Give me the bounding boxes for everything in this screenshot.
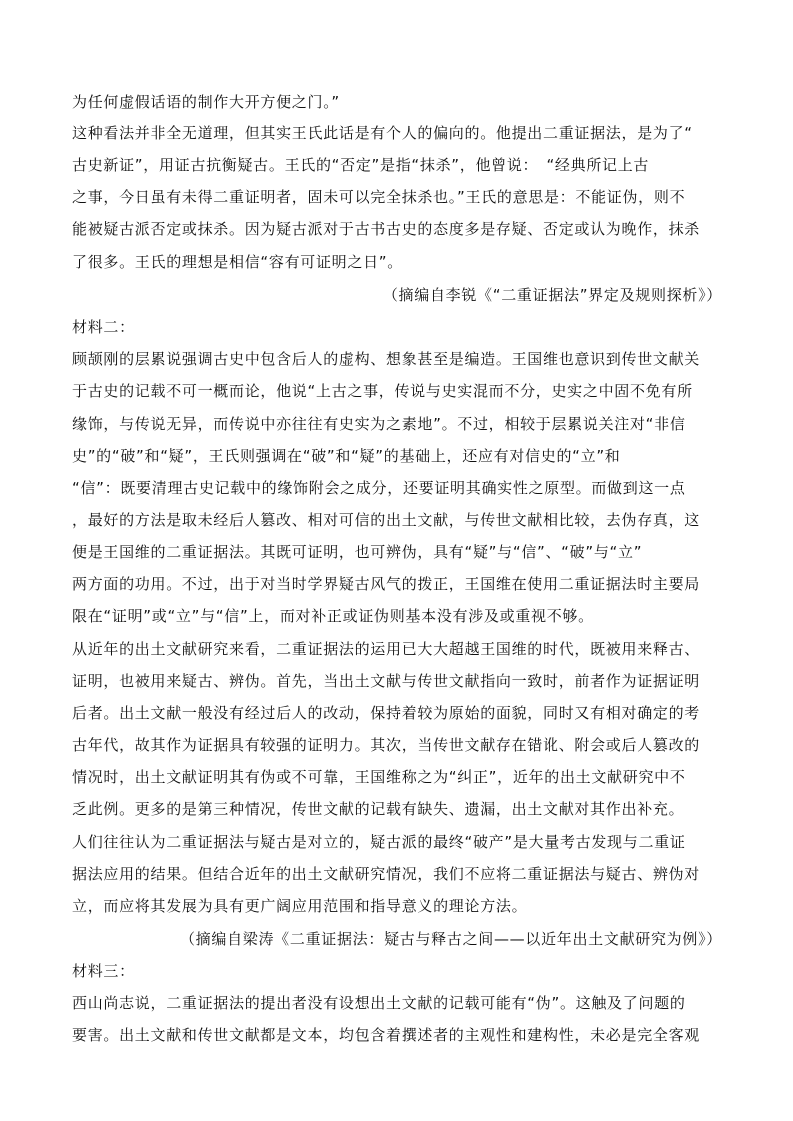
text-line: 能被疑古派否定或抹杀。因为疑古派对于古书古史的态度多是存疑、否定或认为晚作，抹杀 [72,220,701,238]
text-line: 据法应用的结果。但结合近年的出土文献研究情况，我们不应将二重证据法与疑古、辨伪对 [72,865,701,883]
source-citation: （摘编自梁涛《二重证据法：疑古与释古之间——以近年出土文献研究为例》） [179,930,722,948]
text-line: 之事，今日虽有未得二重证明者，固未可以完全抹杀也。”王氏的意思是：不能证伪，则不 [72,188,686,206]
text-line: 要害。出土文献和传世文献都是文本，均包含着撰述者的主观性和建构性，未必是完全客观 [72,1026,701,1044]
text-line: 古年代，故其作为证据具有较强的证明力。其次，当传世文献存在错讹、附会或后人篡改的 [72,736,701,754]
text-line: 顾颉刚的层累说强调古史中包含后人的虚构、想象甚至是编造。王国维也意识到传世文献关 [72,350,701,368]
text-line: 西山尚志说，二重证据法的提出者没有设想出土文献的记载可能有“伪”。这触及了问题的 [72,994,686,1012]
text-line: 人们往往认为二重证据法与疑古是对立的，疑古派的最终“破产”是大量考古发现与二重证 [72,833,686,851]
text-line: 于古史的记载不可一概而论，他说“上古之事，传说与史实混而不分，史实之中固不免有所 [72,382,693,400]
text-line: 情况时，出土文献证明其有伪或不可靠，王国维称之为“纠正”，近年的出土文献研究中不 [72,768,686,786]
text-line: 为任何虚假话语的制作大开方便之门。” [72,93,340,111]
text-line: 古史新证”，用证古抗衡疑古。王氏的“否定”是指“抹杀”，他曾说： “经典所记上古 [72,156,650,174]
source-citation: （摘编自李锐《“二重证据法”界定及规则探析》） [382,286,722,304]
text-line: 限在“证明”或“立”与“信”上，而对补正或证伪则基本没有涉及或重视不够。 [72,607,594,625]
text-line: ，最好的方法是取未经后人篡改、相对可信的出土文献，与传世文献相比较，去伪存真，这 [72,511,701,529]
text-line: 立，而应将其发展为具有更广阔应用范围和指导意义的理论方法。 [72,897,528,915]
section-heading: 材料二： [72,318,135,336]
text-line: 两方面的功用。不过，出于对当时学界疑古风气的拨正，王国维在使用二重证据法时主要局 [72,575,701,593]
text-line: 这种看法并非全无道理，但其实王氏此话是有个人的偏向的。他提出二重证据法，是为了“ [72,124,693,142]
text-line: 证明，也被用来疑古、辨伪。首先，当出土文献与传世文献指向一致时，前者作为证据证明 [72,672,701,690]
section-heading: 材料三： [72,962,135,980]
text-line: 从近年的出土文献研究来看，二重证据法的运用已大大超越王国维的时代，既被用来释古、 [72,640,701,658]
text-line: 了很多。王氏的理想是相信“容有可证明之日”。 [72,253,403,271]
text-line: 后者。出土文献一般没有经过后人的改动，保持着较为原始的面貌，同时又有相对确定的考 [72,704,701,722]
text-line: 便是王国维的二重证据法。其既可证明，也可辨伪，具有“疑”与“信”、“破”与“立” [72,543,643,561]
text-line: “信”：既要清理古史记载中的缘饰附会之成分，还要证明其确实性之原型。而做到这一点 [72,479,686,497]
text-line: 史”的“破”和“疑”，王氏则强调在“破”和“疑”的基础上，还应有对信史的“立”和 [72,447,621,465]
text-line: 缘饰，与传说无异，而传说中亦往往有史实为之素地”。不过，相较于层累说关注对“非信 [72,415,686,433]
text-line: 乏此例。更多的是第三种情况，传世文献的记载有缺失、遗漏，出土文献对其作出补充。 [72,800,685,818]
